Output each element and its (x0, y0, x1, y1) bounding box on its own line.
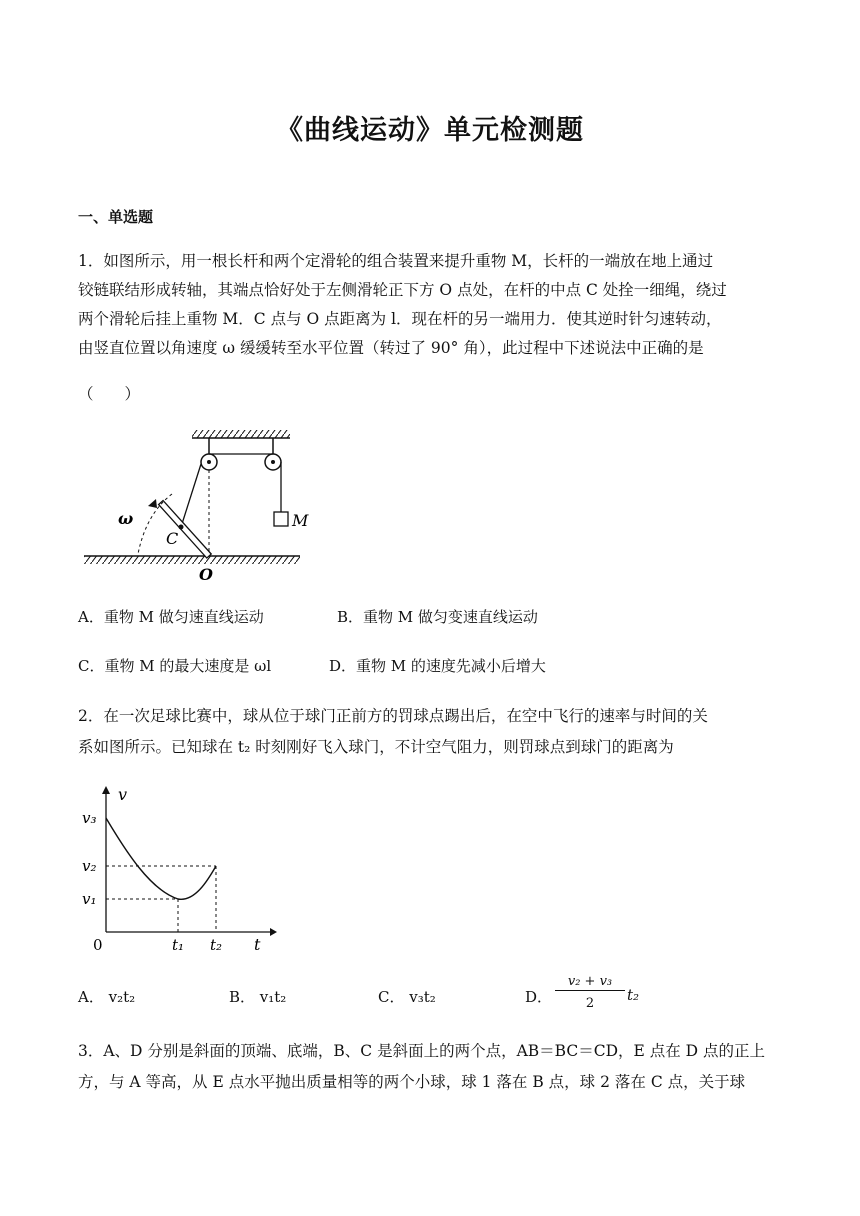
t2-label: t₂ (210, 936, 223, 954)
q1-option-a[interactable]: A．重物 M 做匀速直线运动 (78, 608, 264, 626)
q3-text-line-1: 3．A、D 分别是斜面的顶端、底端，B、C 是斜面上的两个点，AB＝BC＝CD，E 点在 D 点的正上 (78, 1042, 766, 1060)
v3-label: v₃ (82, 809, 97, 827)
q1-text-line-3: 两个滑轮后挂上重物 M．C 点与 O 点距离为 l．现在杆的另一端用力．使其逆时针匀速转动， (78, 310, 722, 328)
q1-text-line-2: 铰链联结形成转轴，其端点恰好处于左侧滑轮正下方 O 点处，在杆的中点 C 处拴一细绳，绕过 (78, 281, 727, 299)
section-heading: 一、单选题 (78, 208, 154, 226)
q1-option-c[interactable]: C．重物 M 的最大速度是 ωl (78, 657, 272, 675)
c-label: C (166, 529, 179, 548)
v2-label: v₂ (82, 857, 97, 875)
speed-curve (106, 818, 216, 899)
q1-option-d[interactable]: D．重物 M 的速度先减小后增大 (329, 657, 546, 675)
pulley-figure (80, 426, 310, 586)
point-c (179, 525, 184, 530)
o-label: O (199, 565, 213, 584)
speed-time-graph (80, 780, 280, 955)
q2-option-c[interactable]: C． v₃t₂ (378, 988, 436, 1006)
q2-text-line-1: 2．在一次足球比赛中，球从位于球门正前方的罚球点踢出后，在空中飞行的速率与时间的关 (78, 707, 708, 725)
v1-label: v₁ (82, 890, 97, 908)
q1-option-b[interactable]: B．重物 M 做匀变速直线运动 (337, 608, 538, 626)
q1-text-line-4: 由竖直位置以角速度 ω 缓缓转至水平位置（转过了 90° 角），此过程中下述说法中正确的是 (78, 339, 704, 357)
q2-option-a[interactable]: A． v₂t₂ (78, 988, 136, 1006)
t1-label: t₁ (172, 936, 185, 954)
q2-option-d-numerator: v₂ + v₃ (555, 974, 625, 991)
omega-label: ω (118, 509, 134, 528)
q2-option-d-denominator: 2 (585, 996, 595, 1011)
ground-hatch (84, 556, 300, 564)
q1-answer-bracket: （ ） (78, 385, 141, 403)
weight-m (274, 512, 288, 526)
m-label: M (292, 511, 309, 530)
ceiling-hatch (192, 430, 290, 438)
q2-option-d-suffix: t₂ (627, 986, 640, 1004)
q2-option-b[interactable]: B． v₁t₂ (229, 988, 287, 1006)
q2-text-line-2: 系如图所示。已知球在 t₂ 时刻刚好飞入球门，不计空气阻力，则罚球点到球门的距离为 (78, 738, 674, 756)
v-axis-label: v (118, 785, 128, 804)
t-axis-label: t (254, 935, 261, 954)
q1-text-line-1: 1．如图所示，用一根长杆和两个定滑轮的组合装置来提升重物 M，长杆的一端放在地上通过 (78, 252, 714, 270)
page-title: 《曲线运动》单元检测题 (276, 115, 584, 146)
origin-label: 0 (93, 936, 103, 954)
q3-text-line-2: 方，与 A 等高，从 E 点水平抛出质量相等的两个小球，球 1 落在 B 点，球 2 落在 C 点，关于球 (78, 1073, 746, 1091)
q2-option-d-prefix: D． (525, 988, 553, 1006)
